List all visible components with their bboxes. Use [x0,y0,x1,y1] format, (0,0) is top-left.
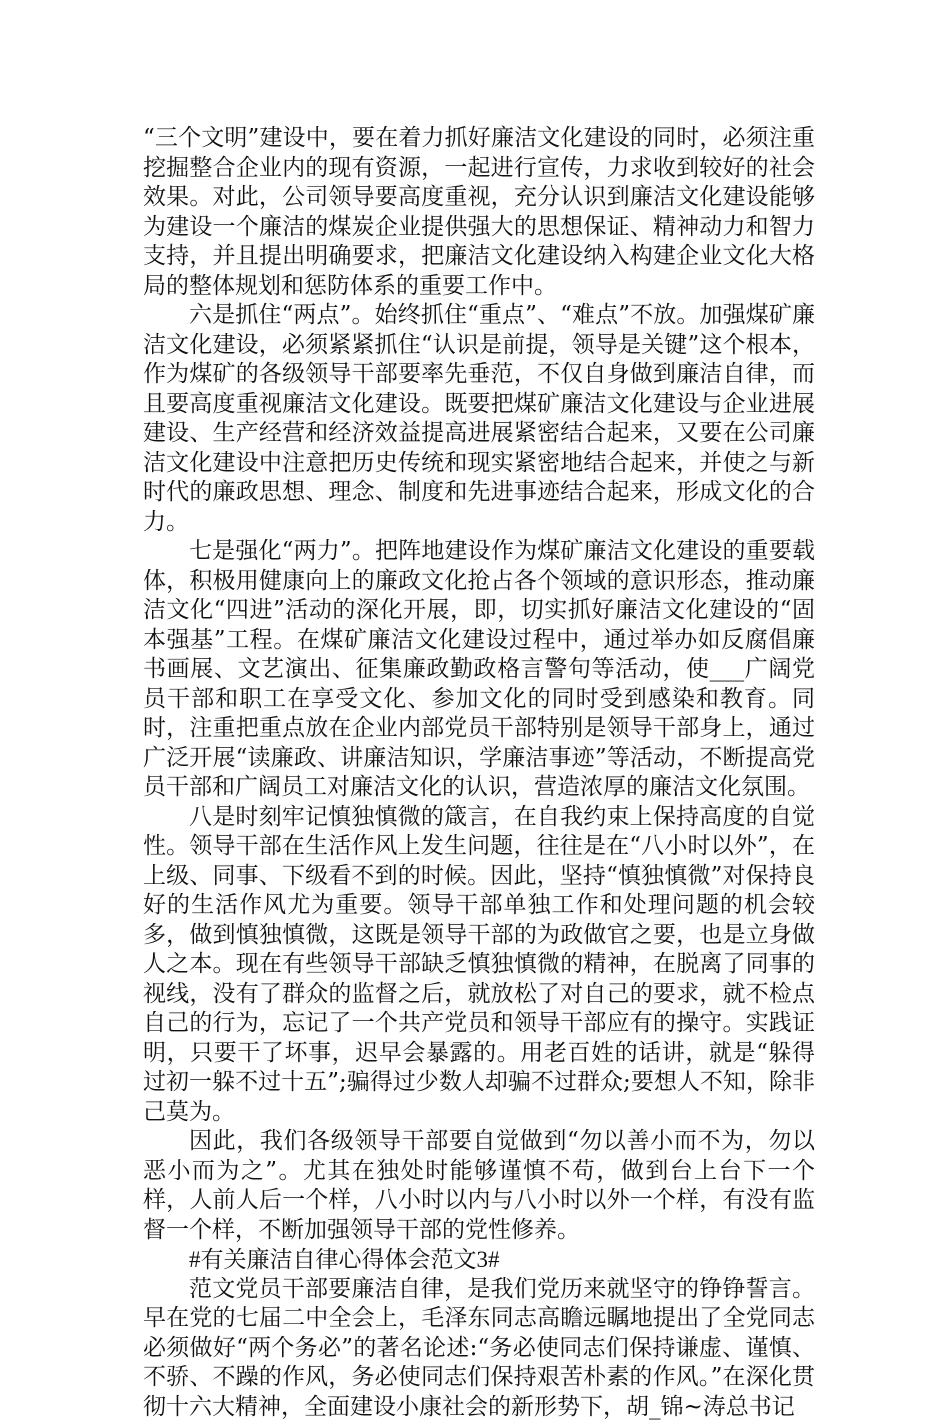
document-body [143,124,815,1422]
paragraph-sample-three: 范文党员干部要廉洁自律，是我们党历来就坚守的铮铮誓言。早在党的七届二中全会上，毛泽东同志高瞻远瞩地提出了全党同志必须做好“两个务必”的著名论述:“务必使同志们保持谦虚、谨慎、不骄、不躁的作风，务必使同志们保持艰苦朴素的作风。”在深化贯彻十六大精神，全面建设小康社会的新形势下，胡_锦~涛总书记 [143,1275,815,1422]
paragraph-eight: 八是时刻牢记慎独慎微的箴言，在自我约束上保持高度的自觉性。领导干部在生活作风上发生问题，往往是在“八小时以外”，在上级、同事、下级看不到的时候。因此，坚持“慎独慎微”对保持良好的生活作风尤为重要。领导干部单独工作和处理问题的机会较多，做到慎独慎微，这既是领导干部的为政做官之要，也是立身做人之本。现在有些领导干部缺乏慎独慎微的精神，在脱离了同事的视线，没有了群众的监督之后，就放松了对自己的要求，就不检点自己的行为，忘记了一个共产党员和领导干部应有的操守。实践证明，只要干了坏事，迟早会暴露的。用老百姓的话讲，就是“躲得过初一躲不过十五”;骗得过少数人却骗不过群众;要想人不知，除非己莫为。 [143,803,815,1128]
paragraph-seven: 七是强化“两力”。把阵地建设作为煤矿廉洁文化建设的重要载体，积极用健康向上的廉政文化抢占各个领域的意识形态，推动廉洁文化“四进”活动的深化开展，即，切实抓好廉洁文化建设的“固本强基”工程。在煤矿廉洁文化建设过程中，通过举办如反腐倡廉书画展、文艺演出、征集廉政勤政格言警句等活动，使___广阔党员干部和职工在享受文化、参加文化的同时受到感染和教育。同时，注重把重点放在企业内部党员干部特别是领导干部身上，通过广泛开展“读廉政、讲廉洁知识，学廉洁事迹”等活动，不断提高党员干部和广阔员工对廉洁文化的认识，营造浓厚的廉洁文化氛围。 [143,537,815,803]
paragraph-conclusion: 因此，我们各级领导干部要自觉做到“勿以善小而不为，勿以恶小而为之”。尤其在独处时能够谨慎不苟，做到台上台下一个样，人前人后一个样，八小时以内与八小时以外一个样，有没有监督一个样，不断加强领导干部的党性修养。 [143,1127,815,1245]
paragraph-six: 六是抓住“两点”。始终抓住“重点”、“难点”不放。加强煤矿廉洁文化建设，必须紧紧抓住“认识是前提，领导是关键”这个根本，作为煤矿的各级领导干部要率先垂范，不仅自身做到廉洁自律，而且要高度重视廉洁文化建设。既要把煤矿廉洁文化建设与企业进展建设、生产经营和经济效益提高进展紧密结合起来，又要在公司廉洁文化建设中注意把历史传统和现实紧密地结合起来，并使之与新时代的廉政思想、理念、制度和先进事迹结合起来，形成文化的合力。 [143,301,815,537]
paragraph-continuation: “三个文明”建设中，要在着力抓好廉洁文化建设的同时，必须注重挖掘整合企业内的现有资源，一起进行宣传，力求收到较好的社会效果。对此，公司领导要高度重视，充分认识到廉洁文化建设能够为建设一个廉洁的煤炭企业提供强大的思想保证、精神动力和智力支持，并且提出明确要求，把廉洁文化建设纳入构建企业文化大格局的整体规划和惩防体系的重要工作中。 [143,124,815,301]
section-heading: #有关廉洁自律心得体会范文3# [143,1245,815,1275]
